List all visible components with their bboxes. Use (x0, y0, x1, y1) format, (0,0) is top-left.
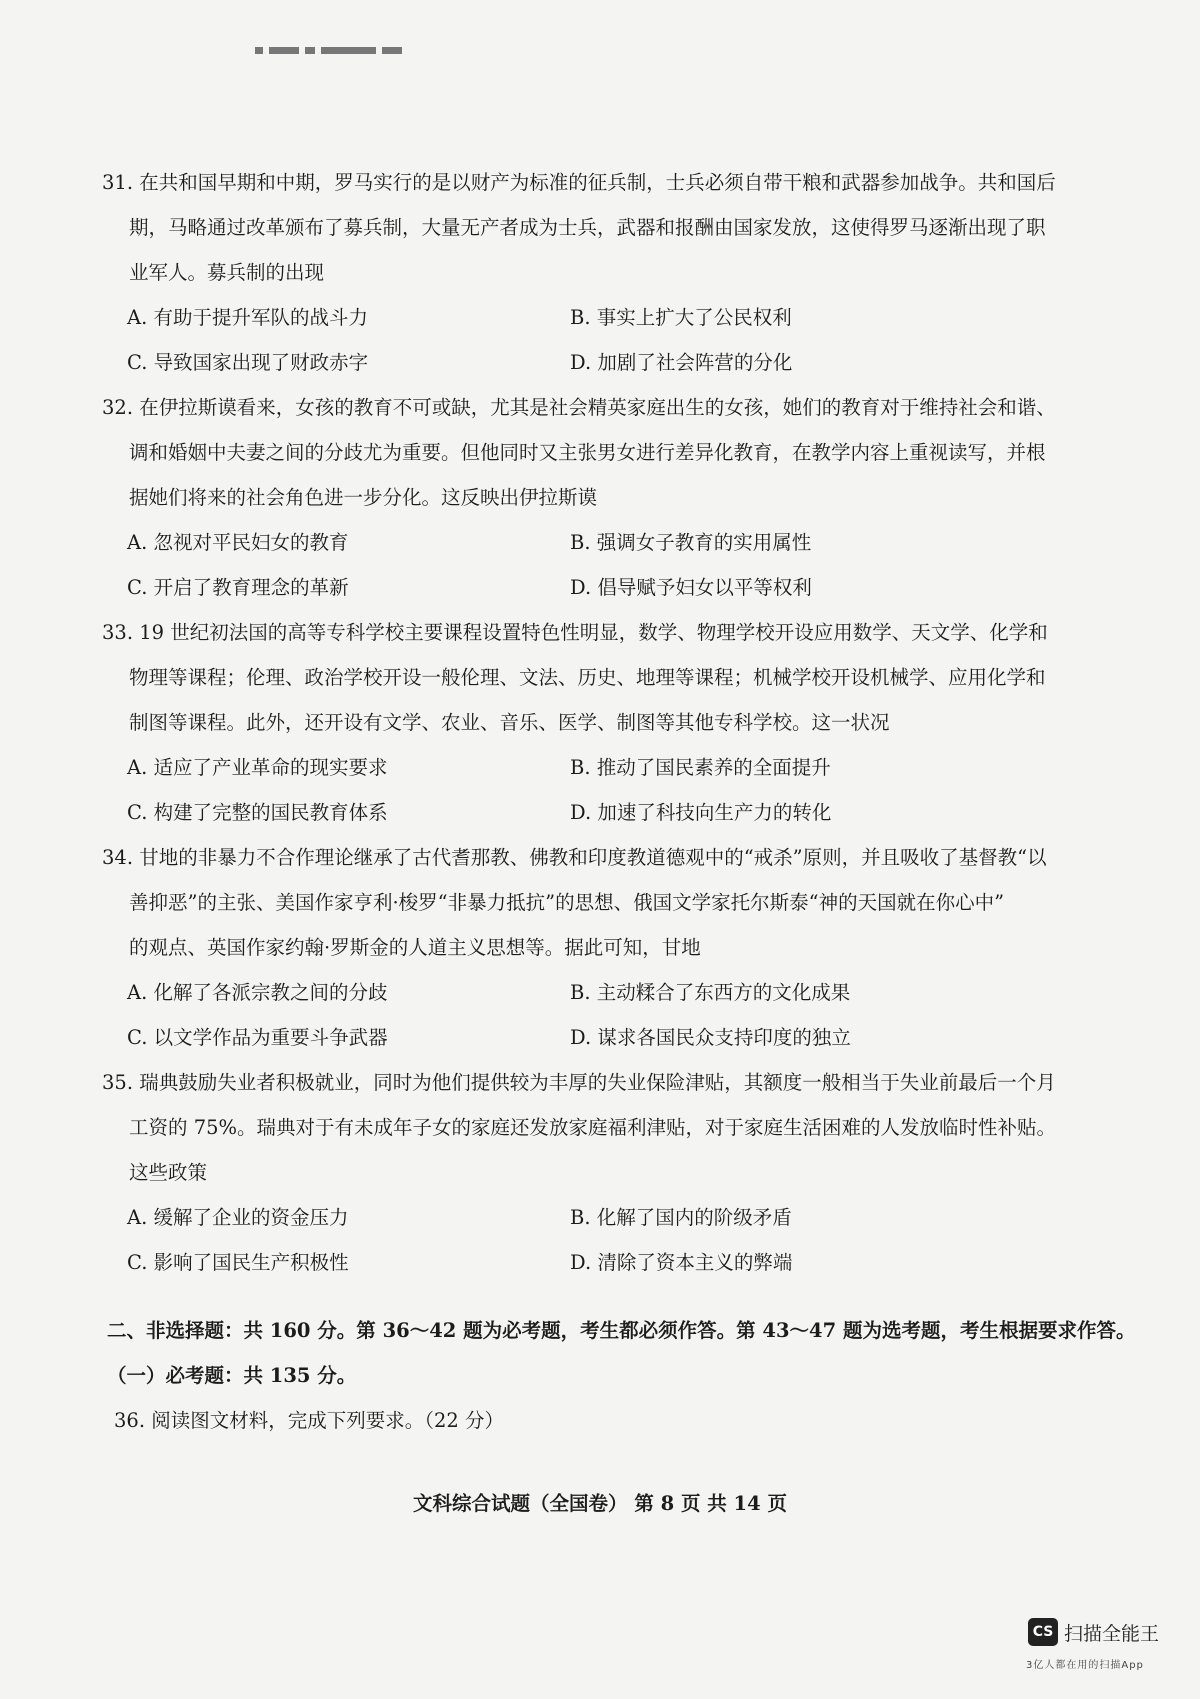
watermark-app-name: 扫描全能王 (1064, 1623, 1160, 1645)
question-31-line-3: 业军人。募兵制的出现 (129, 261, 325, 284)
option-b: B. 事实上扩大了公民权利 (570, 306, 792, 329)
option-c: C. 开启了教育理念的革新 (127, 576, 349, 599)
question-33-options-cd (102, 790, 1112, 835)
camscanner-logo-icon: CS (1028, 1618, 1058, 1646)
option-c: C. 以文学作品为重要斗争武器 (127, 1026, 388, 1049)
question-35-options-cd (102, 1240, 1112, 1285)
section-two-heading: 二、非选择题：共 160 分。第 36～42 题为必考题，考生都必须作答。第 43～47 题为选考题，考生根据要求作答。 (107, 1319, 1136, 1342)
subsection-required-heading: （一）必考题：共 135 分。 (107, 1364, 357, 1387)
question-31-line-2: 期，马略通过改革颁布了募兵制，大量无产者成为士兵，武器和报酬由国家发放，这使得罗马逐渐出现了职 (129, 216, 1046, 239)
question-32-line-3: 据她们将来的社会角色进一步分化。这反映出伊拉斯谟 (129, 486, 598, 509)
question-32-line-1: 32. 在伊拉斯谟看来，女孩的教育不可或缺，尤其是社会精英家庭出生的女孩，她们的教育对于维持社会和谐、 (102, 396, 1056, 419)
question-34-line-2: 善抑恶”的主张、美国作家亨利·梭罗“非暴力抵抗”的思想、俄国文学家托尔斯泰“神的天国就在你心中” (129, 891, 1005, 914)
question-33 (102, 610, 1112, 835)
question-32-options-cd (102, 565, 1112, 610)
option-d: D. 谋求各国民众支持印度的独立 (570, 1026, 851, 1049)
option-c: C. 影响了国民生产积极性 (127, 1251, 349, 1274)
question-31-options-cd (102, 340, 1112, 385)
option-b: B. 主动糅合了东西方的文化成果 (570, 981, 851, 1004)
question-35-options-ab (102, 1195, 1112, 1240)
question-35-line-1: 35. 瑞典鼓励失业者积极就业，同时为他们提供较为丰厚的失业保险津贴，其额度一般相当于失业前最后一个月 (102, 1071, 1056, 1094)
question-32-line-2: 调和婚姻中夫妻之间的分歧尤为重要。但他同时又主张男女进行差异化教育，在教学内容上重视读写，并根 (129, 441, 1046, 464)
option-c: C. 构建了完整的国民教育体系 (127, 801, 388, 824)
question-34-line-3: 的观点、英国作家约翰·罗斯金的人道主义思想等。据此可知，甘地 (129, 936, 701, 959)
question-32 (102, 385, 1112, 610)
question-31-options-ab (102, 295, 1112, 340)
question-34 (102, 835, 1112, 1060)
question-34-line-1: 34. 甘地的非暴力不合作理论继承了古代耆那教、佛教和印度教道德观中的“戒杀”原则，并且吸收了基督教“以 (102, 846, 1047, 869)
option-d: D. 倡导赋予妇女以平等权利 (570, 576, 812, 599)
question-35 (102, 1060, 1112, 1285)
scanner-watermark (1028, 1618, 1188, 1678)
option-a: A. 适应了产业革命的现实要求 (127, 756, 388, 779)
question-32-options-ab (102, 520, 1112, 565)
question-33-line-2: 物理等课程；伦理、政治学校开设一般伦理、文法、历史、地理等课程；机械学校开设机械学、应用化学和 (129, 666, 1046, 689)
option-c: C. 导致国家出现了财政赤字 (127, 351, 369, 374)
option-b: B. 强调女子教育的实用属性 (570, 531, 812, 554)
option-b: B. 化解了国内的阶级矛盾 (570, 1206, 792, 1229)
option-d: D. 加速了科技向生产力的转化 (570, 801, 832, 824)
option-a: A. 缓解了企业的资金压力 (127, 1206, 349, 1229)
header-scan-marks (255, 40, 435, 50)
option-d: D. 加剧了社会阵营的分化 (570, 351, 793, 374)
question-31-line-1: 31. 在共和国早期和中期，罗马实行的是以财产为标准的征兵制，士兵必须自带干粮和武器参加战争。共和国后 (102, 171, 1056, 194)
question-33-options-ab (102, 745, 1112, 790)
watermark-tagline: 3亿人都在用的扫描App (1026, 1660, 1144, 1671)
question-34-options-cd (102, 1015, 1112, 1060)
option-a: A. 有助于提升军队的战斗力 (127, 306, 368, 329)
question-33-line-3: 制图等课程。此外，还开设有文学、农业、音乐、医学、制图等其他专科学校。这一状况 (129, 711, 890, 734)
question-35-line-2: 工资的 75%。瑞典对于有未成年子女的家庭还发放家庭福利津贴，对于家庭生活困难的人发放临时性补贴。 (129, 1116, 1057, 1139)
question-34-options-ab (102, 970, 1112, 1015)
option-b: B. 推动了国民素养的全面提升 (570, 756, 831, 779)
question-35-line-3: 这些政策 (129, 1161, 208, 1184)
question-31 (102, 160, 1112, 385)
question-36: 36. 阅读图文材料，完成下列要求。（22 分） (114, 1409, 504, 1432)
option-a: A. 化解了各派宗教之间的分歧 (127, 981, 388, 1004)
option-d: D. 清除了资本主义的弊端 (570, 1251, 793, 1274)
question-33-line-1: 33. 19 世纪初法国的高等专科学校主要课程设置特色性明显，数学、物理学校开设应用数学、天文学、化学和 (102, 621, 1048, 644)
option-a: A. 忽视对平民妇女的教育 (127, 531, 349, 554)
page-footer: 文科综合试题（全国卷） 第 8 页 共 14 页 (413, 1492, 787, 1515)
